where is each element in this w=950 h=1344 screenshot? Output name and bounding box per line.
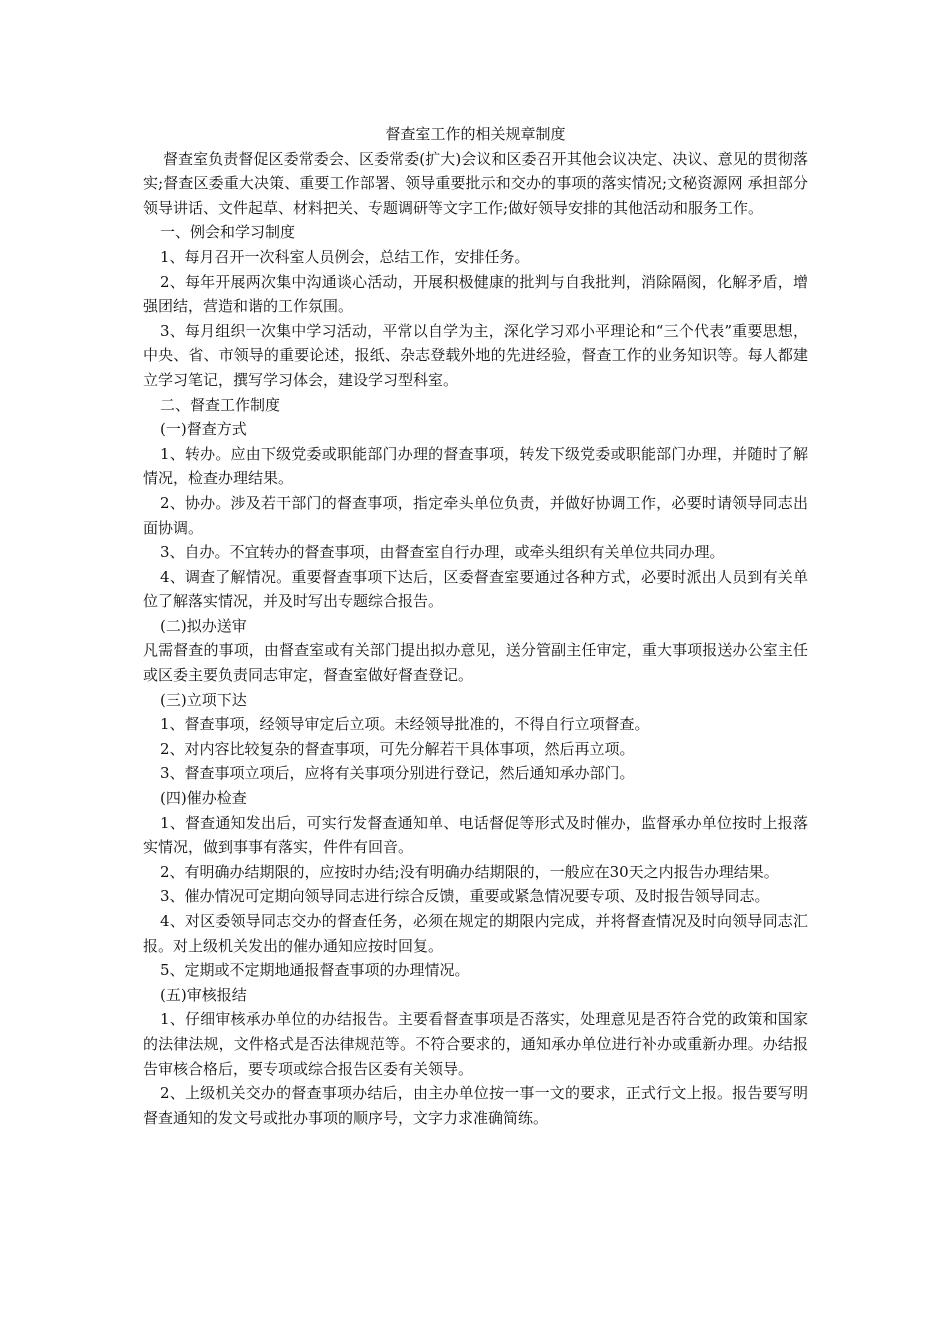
subsection-heading: (五)审核报结 (160, 985, 247, 1004)
paragraph: 2、协办。涉及若干部门的督查事项，指定牵头单位负责，并做好协调工作，必要时请领导同志出面协调。 (143, 493, 808, 537)
paragraph: 5、定期或不定期地通报督查事项的办理情况。 (160, 961, 470, 980)
document-page (143, 122, 808, 1130)
paragraph: 2、对内容比较复杂的督查事项，可先分解若干具体事项，然后再立项。 (160, 739, 635, 758)
section-heading: 二、督查工作制度 (160, 395, 281, 414)
paragraph: 1、仔细审核承办单位的办结报告。主要看督查事项是否落实，处理意见是否符合党的政策和国家的法律法规，文件格式是否法律规范等。不符合要求的，通知承办单位进行补办或重新办理。办结报告审核合格后，要专项或综合报告区委有关领导。 (143, 1010, 808, 1078)
paragraph: 2、上级机关交办的督查事项办结后，由主办单位按一事一文的要求，正式行文上报。报告要写明督查通知的发文号或批办事项的顺序号，文字力求准确简练。 (143, 1084, 808, 1127)
paragraph: 3、督查事项立项后，应将有关事项分别进行登记，然后通知承办部门。 (160, 764, 635, 783)
paragraph: 2、有明确办结期限的，应按时办结;没有明确办结期限的，一般应在30天之内报告办理结果。 (160, 862, 779, 881)
paragraph: 1、督查通知发出后，可实行发督查通知单、电话督促等形式及时催办，监督承办单位按时上报落实情况，做到事事有落实，件件有回音。 (143, 813, 808, 857)
paragraph: 4、对区委领导同志交办的督查任务，必须在规定的期限内完成，并将督查情况及时向领导同志汇报。对上级机关发出的催办通知应按时回复。 (143, 912, 808, 955)
subsection-heading: (三)立项下达 (160, 690, 247, 709)
paragraph: 4、调查了解情况。重要督查事项下达后，区委督查室要通过各种方式，必要时派出人员到有关单位了解落实情况，并及时写出专题综合报告。 (143, 567, 808, 611)
paragraph: 凡需督查的事项，由督查室或有关部门提出拟办意见，送分管副主任审定，重大事项报送办公室主任或区委主要负责同志审定，督查室做好督查登记。 (143, 641, 808, 685)
paragraph: 3、每月组织一次集中学习活动，平常以自学为主，深化学习邓小平理论和“三个代表”重要思想，中央、省、市领导的重要论述，报纸、杂志登载外地的先进经验，督查工作的业务知识等。每人都建立学习笔记，撰写学习体会，建设学习型科室。 (143, 321, 808, 389)
subsection-heading: (四)催办检查 (160, 789, 247, 808)
paragraph: 2、每年开展两次集中沟通谈心活动，开展积极健康的批判与自我批判，消除隔阂，化解矛盾，增强团结，营造和谐的工作氛围。 (143, 272, 808, 316)
section-heading: 一、例会和学习制度 (160, 223, 296, 242)
subsection-heading: (二)拟办送审 (160, 616, 247, 635)
paragraph: 1、转办。应由下级党委或职能部门办理的督查事项，转发下级党委或职能部门办理，并随时了解情况，检查办理结果。 (143, 444, 808, 488)
paragraph: 3、自办。不宜转办的督查事项，由督查室自行办理，或牵头组织有关单位共同办理。 (160, 543, 725, 562)
paragraph: 3、催办情况可定期向领导同志进行综合反馈，重要或紧急情况要专项、及时报告领导同志。 (160, 887, 770, 906)
paragraph: 1、督查事项，经领导审定后立项。未经领导批准的，不得自行立项督查。 (160, 715, 650, 734)
document-title: 督查室工作的相关规章制度 (385, 125, 566, 143)
paragraph: 1、每月召开一次科室人员例会，总结工作，安排任务。 (160, 247, 530, 266)
subsection-heading: (一)督查方式 (160, 420, 247, 439)
intro-paragraph: 督查室负责督促区委常委会、区委常委(扩大)会议和区委召开其他会议决定、决议、意见的贯彻落实;督查区委重大决策、重要工作部署、领导重要批示和交办的事项的落实情况;文秘资源网 承担部分领导讲话、文件起草、材料把关、专题调研等文字工作;做好领导安排的其他活动和服务工作。 (143, 149, 808, 217)
